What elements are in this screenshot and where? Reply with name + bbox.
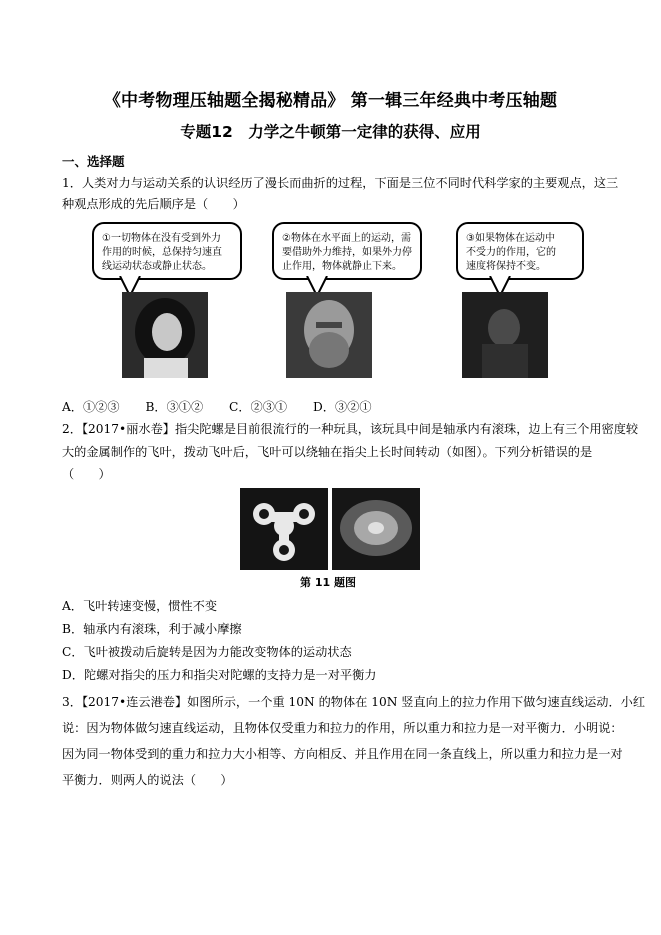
bubble-2-line1: ②物体在水平面上的运动，需 xyxy=(282,233,411,244)
q1-option-a[interactable]: A．①②③ xyxy=(62,400,120,414)
q2-option-c[interactable]: C．飞叶被拨动后旋转是因为力能改变物体的运动状态 xyxy=(62,645,352,659)
q1-option-c[interactable]: C．②③① xyxy=(229,400,288,414)
q1-option-d[interactable]: D．③②① xyxy=(312,400,372,414)
q2-stem-line3: （ ） xyxy=(62,467,111,481)
portrait-aristotle xyxy=(286,292,372,378)
q3-stem-line4: 平衡力．则两人的说法（ ） xyxy=(62,773,233,787)
q2-option-d[interactable]: D．陀螺对指尖的压力和指尖对陀螺的支持力是一对平衡力 xyxy=(62,668,377,682)
q1-bubble-3 xyxy=(456,222,584,280)
portrait-galileo xyxy=(462,292,548,378)
q3-stem-line2: 说：因为物体做匀速直线运动，且物体仅受重力和拉力的作用，所以重力和拉力是一对平衡力．小明说： xyxy=(62,721,623,735)
bubble-1-line3: 线运动状态或静止状态。 xyxy=(102,261,212,272)
bubble-1-line1: ①一切物体在没有受到外力 xyxy=(102,233,221,244)
bubble-3-line3: 速度将保持不变。 xyxy=(466,261,546,272)
bubble-2-line3: 止作用，物体就静止下来。 xyxy=(282,261,402,272)
q1-options xyxy=(62,398,394,415)
bubble-3-line2: 不受力的作用，它的 xyxy=(466,247,556,258)
figure-caption: 第 11 题图 xyxy=(300,576,356,589)
bubble-1-line2: 作用的时候，总保持匀速直 xyxy=(102,247,222,258)
q3-stem-line3: 因为同一物体受到的重力和拉力大小相等、方向相反、并且作用在同一条直线上，所以重力和拉力是一对 xyxy=(62,747,623,761)
q2-option-b[interactable]: B．轴承内有滚珠，利于减小摩擦 xyxy=(62,622,242,636)
q2-stem-line2: 大的金属制作的飞叶，拨动飞叶后，飞叶可以绕轴在指尖上长时间转动（如图）。下列分析错误的是 xyxy=(62,445,593,459)
q1-bubble-2 xyxy=(272,222,422,280)
section-heading: 一、选择题 xyxy=(62,154,125,169)
portrait-newton xyxy=(122,292,208,378)
q1-bubble-1 xyxy=(92,222,242,280)
q1-stem-line2: 种观点形成的先后顺序是（ ） xyxy=(62,197,245,211)
q2-stem-line1: 2．【2017•丽水卷】指尖陀螺是目前很流行的一种玩具，该玩具中间是轴承内有滚珠，边上有三个用密度较 xyxy=(62,422,639,436)
fidget-spinner-figure xyxy=(240,488,420,570)
topic-subtitle: 专题12 力学之牛顿第一定律的获得、应用 xyxy=(180,123,481,141)
q1-option-b[interactable]: B．③①② xyxy=(145,400,204,414)
bubble-2-line2: 要借助外力维持，如果外力停 xyxy=(282,247,412,258)
q3-stem-line1: 3．【2017•连云港卷】如图所示，一个重 10N 的物体在 10N 竖直向上的拉力作用下做匀速直线运动．小红 xyxy=(62,695,646,709)
q1-stem-line1: 1．人类对力与运动关系的认识经历了漫长而曲折的过程，下面是三位不同时代科学家的主要观点，这三 xyxy=(62,176,619,190)
bubble-3-line1: ③如果物体在运动中 xyxy=(466,233,555,244)
document-title: 《中考物理压轴题全揭秘精品》 第一辑三年经典中考压轴题 xyxy=(103,91,558,111)
q2-option-a[interactable]: A．飞叶转速变慢，惯性不变 xyxy=(62,599,218,613)
